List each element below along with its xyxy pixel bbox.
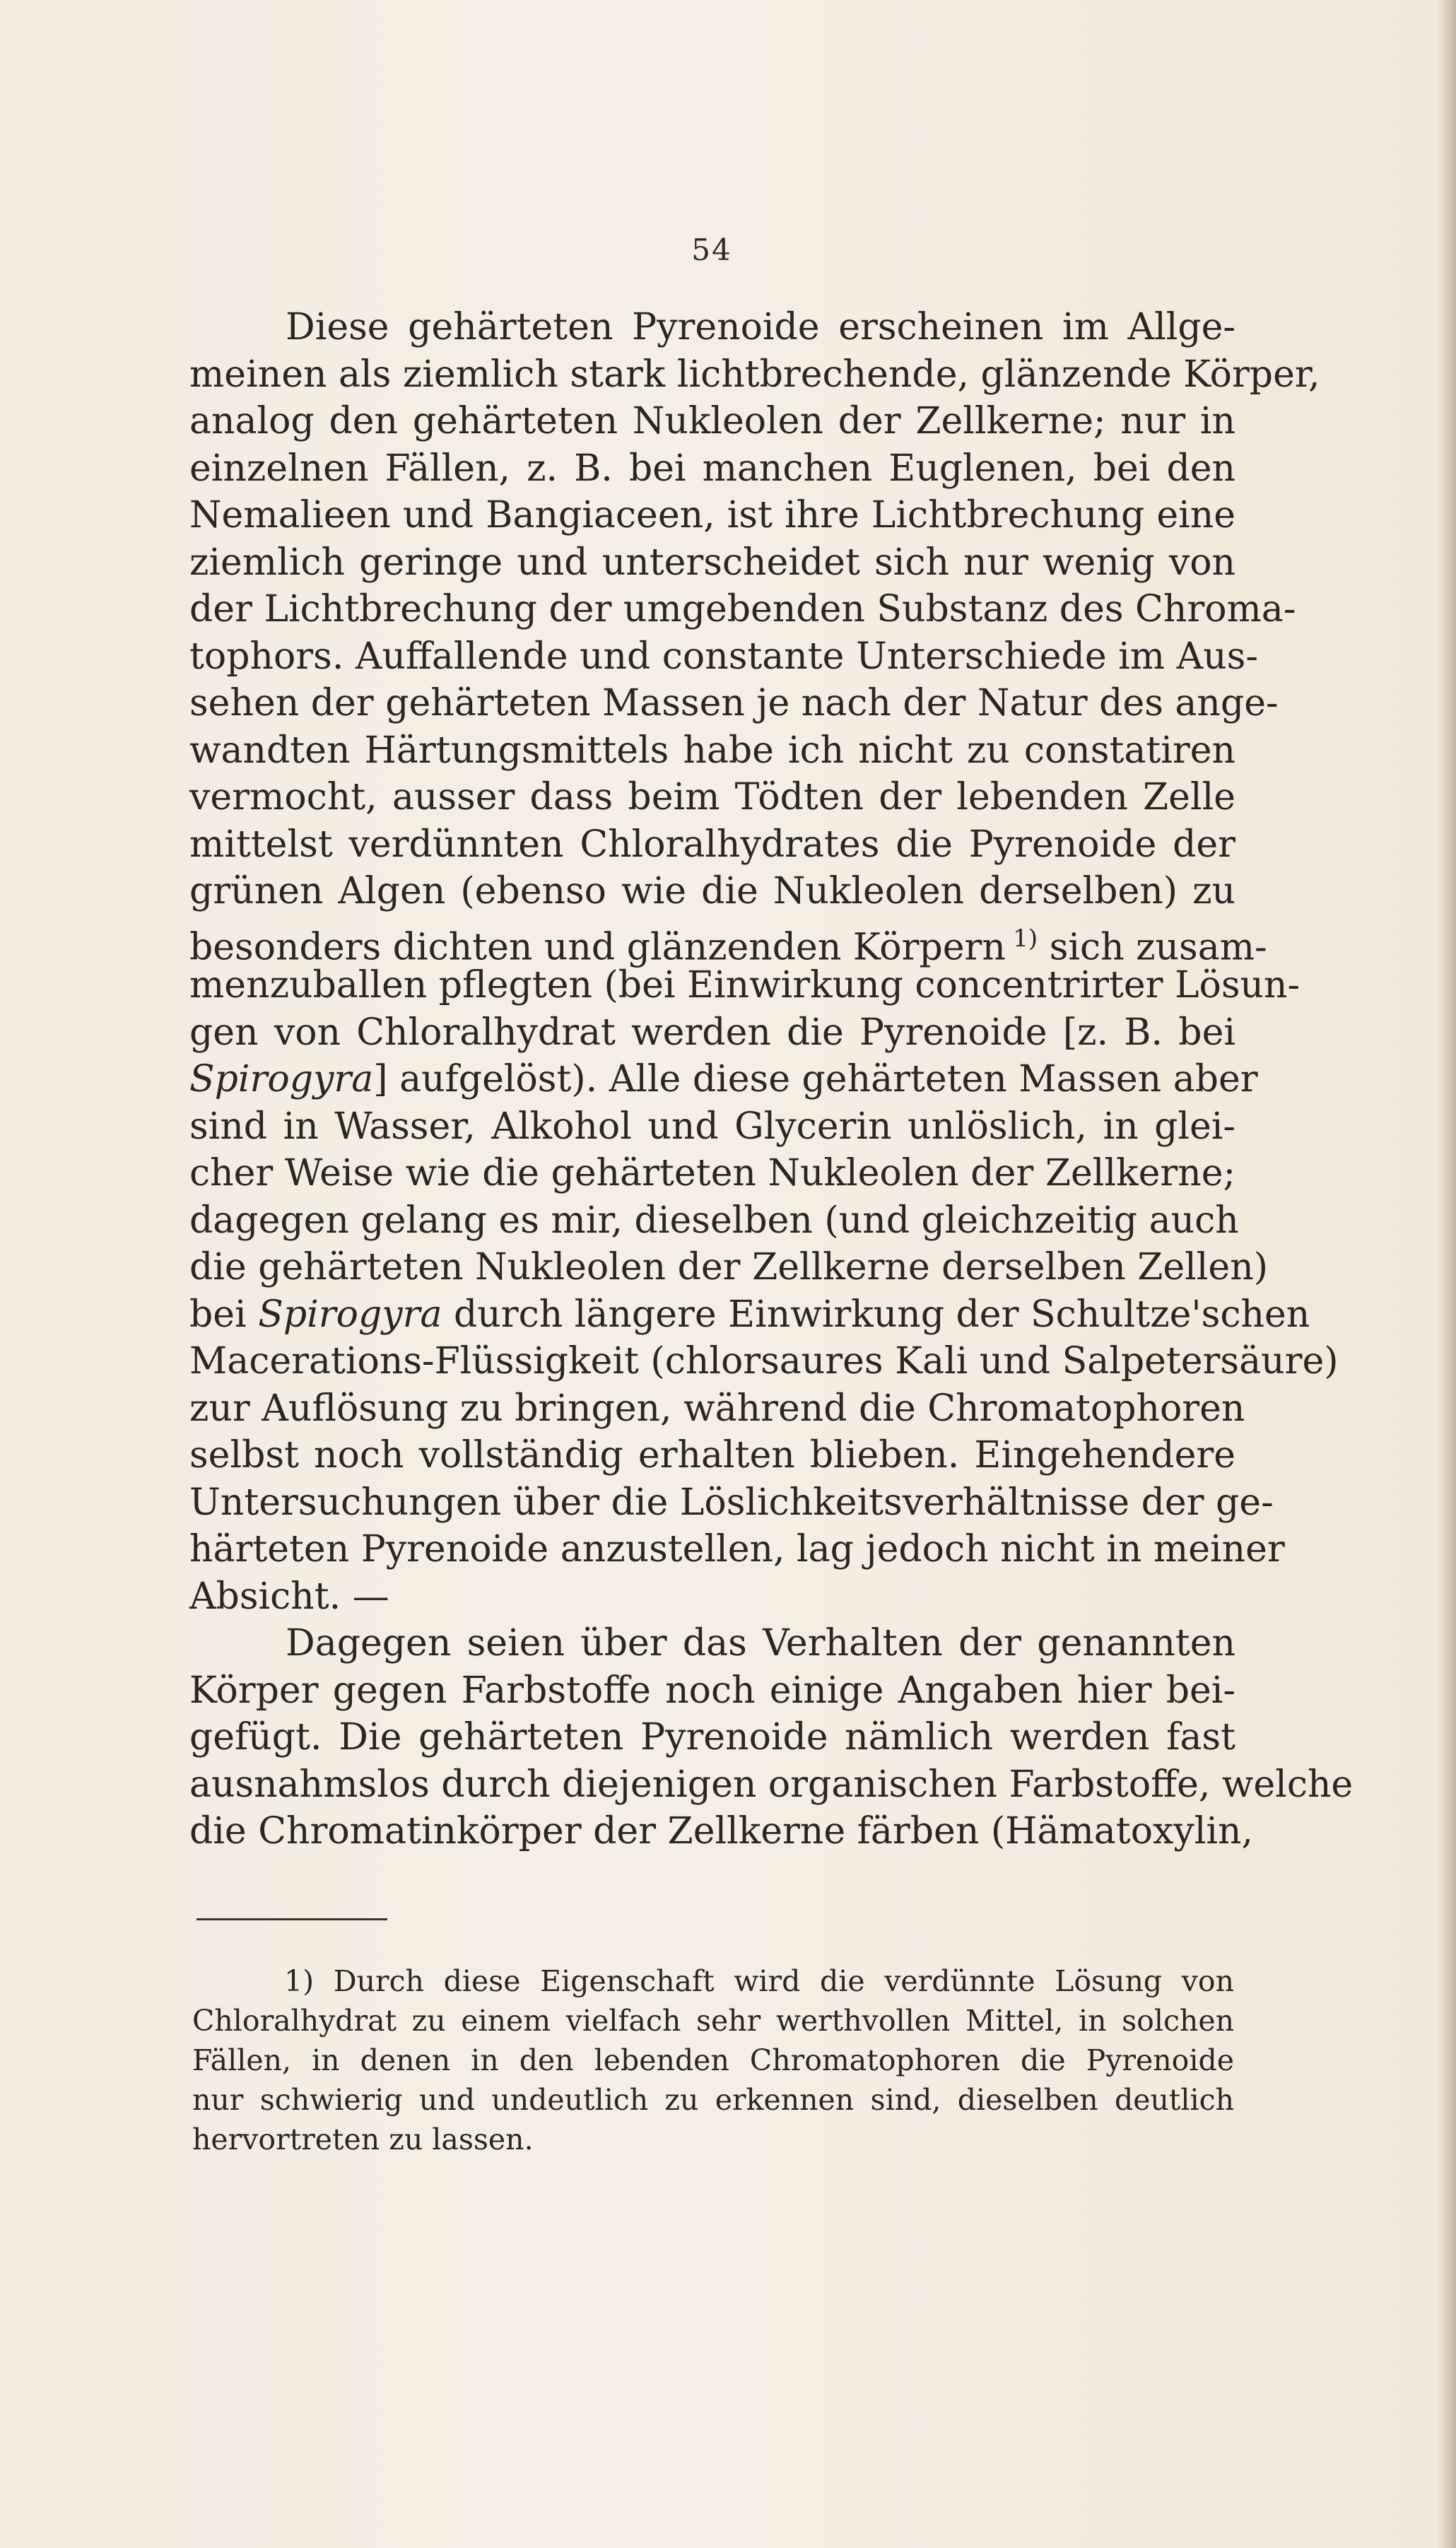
text-line: tophors. Auffallende und constante Unterschiede im Aus- — [189, 635, 1258, 678]
text-line: meinen als ziemlich stark lichtbrechende, glänzende Körper, — [189, 353, 1320, 396]
text-line: vermocht, ausser dass beim Tödten der lebenden Zelle — [189, 776, 1235, 818]
text-line: der Lichtbrechung der umgebenden Substanz des Chroma- — [189, 588, 1296, 630]
footnote-line: Chloralhydrat zu einem vielfach sehr werthvollen Mittel, in solchen — [192, 2004, 1234, 2038]
text-line: härteten Pyrenoide anzustellen, lag jedoch nicht in meiner — [189, 1528, 1285, 1571]
text-line: sind in Wasser, Alkohol und Glycerin unlöslich, in glei- — [189, 1105, 1235, 1148]
bracket-close: ] — [373, 1058, 388, 1100]
text-line-with-footnote-ref — [189, 915, 1267, 968]
text-line-with-italic — [189, 1056, 1258, 1103]
text-line: die gehärteten Nukleolen der Zellkerne derselben Zellen) — [189, 1246, 1268, 1288]
text-segment: durch längere Einwirkung der Schultze'schen — [454, 1293, 1310, 1336]
text-line: Nemalieen und Bangiaceen, ist ihre Lichtbrechung eine — [189, 494, 1235, 536]
text-line: zur Auflösung zu bringen, während die Chromatophoren — [189, 1387, 1245, 1430]
text-line: ausnahmslos durch diejenigen organischen Farbstoffe, welche — [189, 1763, 1354, 1806]
text-line: einzelnen Fällen, z. B. bei manchen Euglenen, bei den — [189, 447, 1235, 490]
body-text — [189, 304, 1354, 1855]
text-line: grünen Algen (ebenso wie die Nukleolen derselben) zu — [189, 870, 1235, 912]
text-line: Macerations-Flüssigkeit (chlorsaures Kali und Salpetersäure) — [189, 1340, 1339, 1382]
text-line-with-italic — [189, 1291, 1310, 1339]
text-line: sehen der gehärteten Massen je nach der Natur des ange- — [189, 682, 1279, 724]
text-line: menzuballen pflegten (bei Einwirkung concentrirter Lösun- — [189, 964, 1301, 1006]
text-line: Untersuchungen über die Löslichkeitsverhältnisse der ge- — [189, 1481, 1274, 1524]
text-line: Dagegen seien über das Verhalten der genannten — [286, 1622, 1235, 1665]
text-line: cher Weise wie die gehärteten Nukleolen der Zellkerne; — [189, 1152, 1235, 1194]
text-line: selbst noch vollständig erhalten blieben. Eingehendere — [189, 1434, 1235, 1476]
italic-term: Spirogyra — [189, 1058, 374, 1100]
text-line: mittelst verdünnten Chloralhydrates die Pyrenoide der — [189, 823, 1235, 866]
text-segment: sich zusam- — [1049, 925, 1267, 968]
footnote-line: hervortreten zu lassen. — [192, 2123, 534, 2156]
text-segment: besonders dichten und glänzenden Körpern — [189, 925, 1006, 968]
text-segment: aufgelöst). Alle diese gehärteten Massen aber — [399, 1058, 1258, 1100]
text-line: wandten Härtungsmittels habe ich nicht zu constatiren — [189, 729, 1235, 772]
text-line: Absicht. — — [189, 1575, 389, 1618]
italic-term: Spirogyra — [258, 1293, 442, 1336]
text-line: Diese gehärteten Pyrenoide erscheinen im Allge- — [286, 306, 1235, 348]
footnote-line: Fällen, in denen in den lebenden Chromatophoren die Pyrenoide — [192, 2043, 1234, 2077]
text-line: dagegen gelang es mir, dieselben (und gleichzeitig auch — [189, 1199, 1239, 1242]
footnote-line: nur schwierig und undeutlich zu erkennen sind, dieselben deutlich — [192, 2083, 1234, 2117]
footnote-separator — [196, 1918, 387, 1920]
page-number: 54 — [691, 233, 732, 267]
footnote-reference: 1) — [1013, 924, 1038, 953]
text-line: Körper gegen Farbstoffe noch einige Angaben hier bei- — [189, 1669, 1235, 1712]
page-edge-shadow — [1438, 0, 1456, 2548]
text-line: die Chromatinkörper der Zellkerne färben (Hämatoxylin, — [189, 1810, 1253, 1853]
footnote — [192, 1961, 1234, 2159]
footnote-line: 1) Durch diese Eigenschaft wird die verdünnte Lösung von — [284, 1964, 1234, 1998]
text-line: gen von Chloralhydrat werden die Pyrenoide [z. B. bei — [189, 1011, 1235, 1054]
text-line: gefügt. Die gehärteten Pyrenoide nämlich werden fast — [189, 1716, 1235, 1759]
text-line: ziemlich geringe und unterscheidet sich nur wenig von — [189, 541, 1235, 584]
text-line: analog den gehärteten Nukleolen der Zellkerne; nur in — [189, 400, 1235, 442]
text-segment: bei — [189, 1293, 247, 1336]
